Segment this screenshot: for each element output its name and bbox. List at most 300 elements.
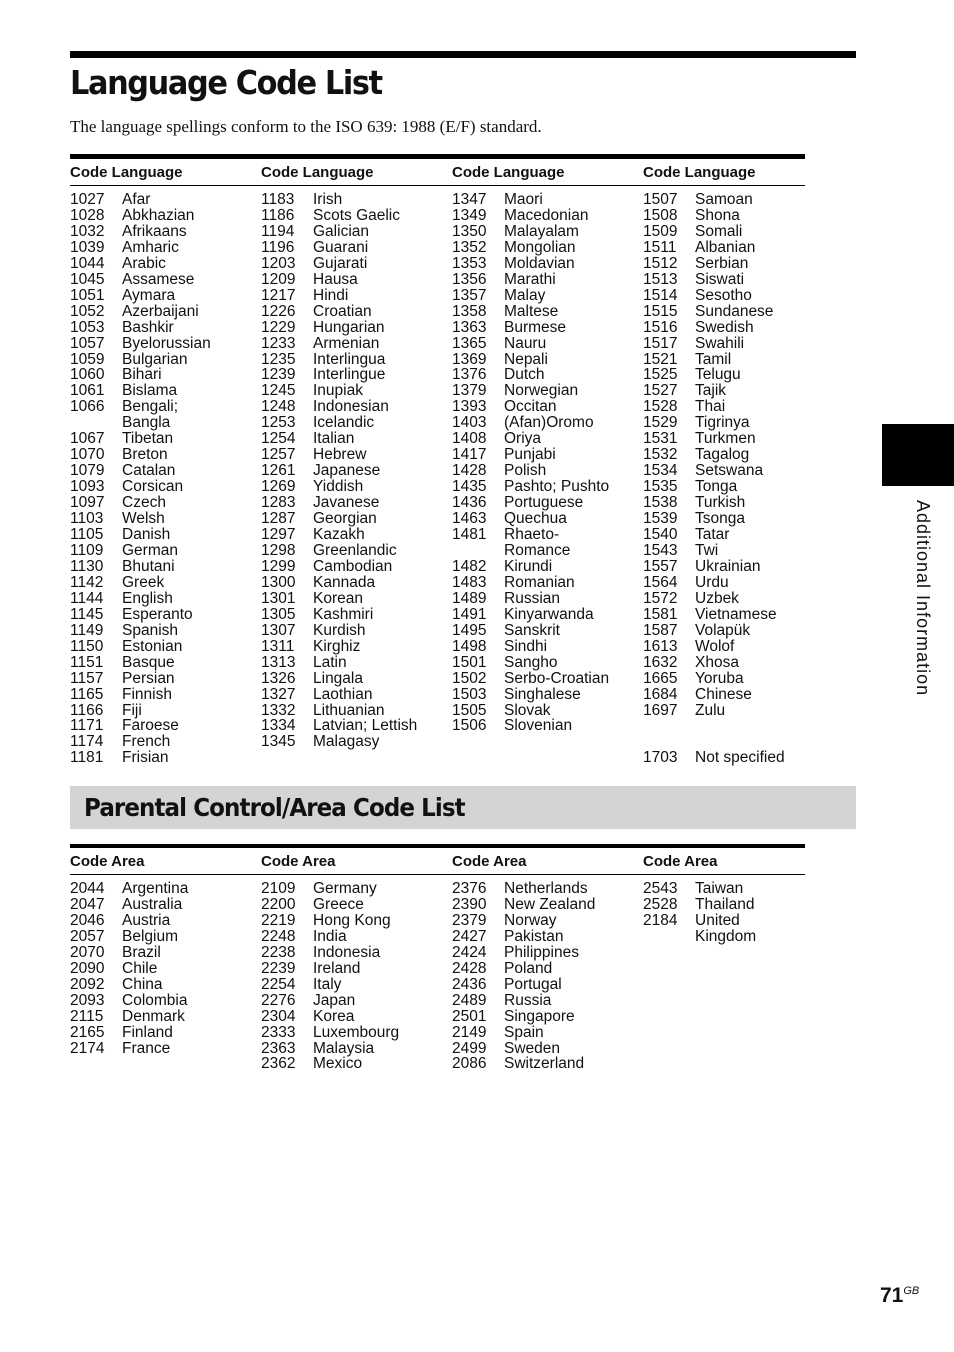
- table-row: [643, 224, 805, 240]
- table-row: [261, 639, 452, 655]
- header-cell: Code Area: [70, 852, 145, 870]
- name-cell: New Zealand: [504, 895, 596, 913]
- name-cell: Latvian; Lettish: [313, 717, 418, 735]
- code-cell: 1097: [70, 494, 105, 512]
- code-cell: 2428: [452, 959, 487, 977]
- name-cell: Somali: [695, 222, 743, 240]
- name-cell: Polish: [504, 462, 547, 480]
- name-cell: Xhosa: [695, 653, 739, 671]
- name-cell: Not specified: [695, 749, 785, 767]
- name-cell: Bashkir: [122, 318, 174, 336]
- code-cell: 1060: [70, 366, 105, 384]
- code-cell: 1301: [261, 589, 296, 607]
- code-cell: 1142: [70, 573, 104, 591]
- table-row: [643, 897, 805, 913]
- code-cell: 1463: [452, 510, 487, 528]
- table-row: [643, 559, 805, 575]
- table-row: [452, 945, 643, 961]
- table-column: [70, 881, 261, 1072]
- table-row: [261, 881, 452, 897]
- name-cell: Kurdish: [313, 621, 366, 639]
- code-cell: 2044: [70, 880, 105, 897]
- code-cell: 1217: [261, 286, 296, 304]
- page-number-suffix: GB: [903, 1285, 920, 1297]
- code-cell: 2092: [70, 975, 105, 993]
- code-cell: 1248: [261, 398, 296, 416]
- name-cell: Serbo-Croatian: [504, 669, 610, 687]
- code-cell: 1196: [261, 238, 295, 256]
- table-row: [452, 399, 643, 415]
- code-cell: [70, 415, 122, 431]
- table-row: [261, 431, 452, 447]
- table-row: [643, 208, 805, 224]
- table-row: [70, 718, 261, 734]
- name-cell: Corsican: [122, 478, 184, 496]
- code-cell: 1070: [70, 446, 105, 464]
- name-cell: Malagasy: [313, 733, 380, 751]
- table-row: [452, 881, 643, 897]
- name-cell: Volapük: [695, 621, 751, 639]
- table-row: [70, 431, 261, 447]
- code-cell: [643, 929, 695, 945]
- name-cell: Vietnamese: [695, 605, 777, 623]
- section-band: [70, 786, 856, 829]
- code-cell: 1287: [261, 510, 296, 528]
- code-cell: 1171: [70, 717, 104, 735]
- table-row: [643, 288, 805, 304]
- table-row: [643, 687, 805, 703]
- name-cell: Taiwan: [695, 880, 744, 897]
- code-cell: 1369: [452, 350, 487, 368]
- code-cell: 1052: [70, 302, 105, 320]
- name-cell: United: [695, 911, 740, 929]
- code-cell: 1186: [261, 206, 295, 224]
- code-cell: 1498: [452, 637, 487, 655]
- name-cell: Dutch: [504, 366, 545, 384]
- name-cell: Breton: [122, 446, 168, 464]
- name-cell: Romanian: [504, 573, 575, 591]
- table-row: [643, 511, 805, 527]
- name-cell: Pashto; Pushto: [504, 478, 610, 496]
- code-cell: 1352: [452, 238, 487, 256]
- table-row: [643, 256, 805, 272]
- name-cell: Afrikaans: [122, 222, 187, 240]
- table-row: [452, 1009, 643, 1025]
- name-cell: French: [122, 733, 171, 751]
- table-row: [643, 383, 805, 399]
- name-cell: Persian: [122, 669, 175, 687]
- table-row: [70, 1041, 261, 1057]
- name-cell: Austria: [122, 911, 171, 929]
- code-cell: 1093: [70, 478, 105, 496]
- code-cell: 2057: [70, 927, 105, 945]
- name-cell: Hungarian: [313, 318, 385, 336]
- table-row: [70, 527, 261, 543]
- table-row: [643, 240, 805, 256]
- table-row: [261, 304, 452, 320]
- table-row: [261, 1041, 452, 1057]
- code-cell: 1350: [452, 222, 487, 240]
- table-row: [70, 687, 261, 703]
- table-row: [70, 495, 261, 511]
- name-cell: Tagalog: [695, 446, 750, 464]
- name-cell: Oriya: [504, 430, 542, 448]
- code-cell: 1109: [70, 541, 104, 559]
- name-cell: Swedish: [695, 318, 754, 336]
- code-cell: 1540: [643, 526, 678, 544]
- table-row: [261, 734, 452, 750]
- table-row: [452, 415, 643, 431]
- table-header-rule: [70, 874, 805, 875]
- name-cell: Tatar: [695, 526, 730, 544]
- name-cell: Russia: [504, 991, 552, 1009]
- code-cell: 2086: [452, 1055, 487, 1073]
- code-cell: 1534: [643, 462, 678, 480]
- table-row: [261, 447, 452, 463]
- code-cell: 2499: [452, 1039, 487, 1057]
- table-row: [452, 208, 643, 224]
- table-row: [261, 415, 452, 431]
- name-cell: Hong Kong: [313, 911, 391, 929]
- table-row: [261, 383, 452, 399]
- name-cell: Korean: [313, 589, 363, 607]
- code-cell: 1334: [261, 717, 296, 735]
- name-cell: Nauru: [504, 334, 547, 352]
- table-column: [643, 881, 805, 1072]
- table-row: [643, 336, 805, 352]
- code-cell: 2304: [261, 1007, 296, 1025]
- table-row: [643, 479, 805, 495]
- code-cell: 1529: [643, 414, 678, 432]
- name-cell: Hindi: [313, 286, 349, 304]
- code-cell: 1557: [643, 557, 678, 575]
- code-cell: 1105: [70, 526, 104, 544]
- code-cell: 2200: [261, 895, 296, 913]
- name-cell: Mexico: [313, 1055, 363, 1073]
- name-cell: Bangla: [122, 414, 171, 432]
- table-body: [70, 881, 805, 1072]
- table-header: [70, 159, 805, 185]
- code-cell: 1491: [452, 605, 487, 623]
- name-cell: Finland: [122, 1023, 173, 1041]
- name-cell: German: [122, 541, 178, 559]
- table-row: [70, 240, 261, 256]
- name-cell: Kirghiz: [313, 637, 361, 655]
- table-row: [261, 495, 452, 511]
- table-row: [261, 224, 452, 240]
- header-cell: Code Area: [261, 852, 336, 870]
- table-row: [261, 977, 452, 993]
- table-row: [452, 192, 643, 208]
- table-row: [70, 671, 261, 687]
- code-cell: 1357: [452, 286, 487, 304]
- name-cell: Malaysia: [313, 1039, 375, 1057]
- table-row: [261, 1025, 452, 1041]
- code-cell: 1297: [261, 526, 296, 544]
- code-cell: 2390: [452, 895, 487, 913]
- table-row: [70, 734, 261, 750]
- code-cell: 1150: [70, 637, 104, 655]
- table-row: [70, 256, 261, 272]
- code-cell: 2239: [261, 959, 296, 977]
- code-cell: 1508: [643, 206, 678, 224]
- table-row: [643, 431, 805, 447]
- name-cell: Yoruba: [695, 669, 744, 687]
- code-cell: 2046: [70, 911, 105, 929]
- table-row: [261, 718, 452, 734]
- table-row: [452, 320, 643, 336]
- code-cell: 1257: [261, 446, 296, 464]
- table-row: [643, 367, 805, 383]
- table-row: [261, 961, 452, 977]
- name-cell: Kirundi: [504, 557, 553, 575]
- name-cell: Tigrinya: [695, 414, 750, 432]
- table-row: [70, 304, 261, 320]
- name-cell: Italian: [313, 430, 355, 448]
- code-cell: 2047: [70, 895, 105, 913]
- name-cell: Basque: [122, 653, 175, 671]
- code-cell: 1345: [261, 733, 296, 751]
- table-row: [643, 703, 805, 719]
- table-row: [261, 399, 452, 415]
- section-title: Parental Control/Area Code List: [84, 793, 465, 822]
- name-cell: Welsh: [122, 510, 165, 528]
- table-row: [452, 304, 643, 320]
- name-cell: Tamil: [695, 350, 732, 368]
- name-cell: Bengali;: [122, 398, 179, 416]
- code-cell: 1495: [452, 621, 487, 639]
- name-cell: Occitan: [504, 398, 557, 416]
- code-cell: 2363: [261, 1039, 296, 1057]
- code-cell: 1515: [643, 302, 678, 320]
- name-cell: Russian: [504, 589, 560, 607]
- code-cell: 2528: [643, 895, 678, 913]
- table-row: [70, 993, 261, 1009]
- table-row: [643, 591, 805, 607]
- name-cell: Sweden: [504, 1039, 561, 1057]
- table-row: [643, 655, 805, 671]
- code-cell: 1543: [643, 541, 678, 559]
- name-cell: Chinese: [695, 685, 752, 703]
- table-row: [70, 881, 261, 897]
- code-cell: 1514: [643, 286, 678, 304]
- code-cell: 1194: [261, 222, 295, 240]
- table-row: [452, 1025, 643, 1041]
- name-cell: Abkhazian: [122, 206, 195, 224]
- name-cell: Colombia: [122, 991, 188, 1009]
- code-cell: 1513: [643, 270, 678, 288]
- header-cell: Code Language: [70, 163, 183, 181]
- table-column: [261, 881, 452, 1072]
- name-cell: Slovak: [504, 701, 551, 719]
- name-cell: Tajik: [695, 382, 727, 400]
- table-row: [452, 897, 643, 913]
- name-cell: Tsonga: [695, 510, 745, 528]
- table-row: [70, 655, 261, 671]
- code-cell: 1538: [643, 494, 678, 512]
- table-column: [452, 881, 643, 1072]
- name-cell: Philippines: [504, 943, 579, 961]
- code-cell: 2379: [452, 911, 487, 929]
- code-cell: 1045: [70, 270, 105, 288]
- table-row: [70, 559, 261, 575]
- table-row: [643, 734, 805, 750]
- table-row: [70, 479, 261, 495]
- name-cell: Azerbaijani: [122, 302, 199, 320]
- code-cell: 1665: [643, 669, 678, 687]
- table-row: [643, 320, 805, 336]
- name-cell: Luxembourg: [313, 1023, 400, 1041]
- table-row: [261, 671, 452, 687]
- code-cell: [643, 718, 695, 734]
- table-row: [70, 208, 261, 224]
- table-row: [452, 511, 643, 527]
- table-row: [452, 240, 643, 256]
- code-cell: 1027: [70, 191, 105, 208]
- name-cell: [695, 718, 805, 734]
- table-row: [261, 897, 452, 913]
- name-cell: Kinyarwanda: [504, 605, 594, 623]
- code-cell: 1326: [261, 669, 296, 687]
- code-cell: 1703: [643, 749, 678, 767]
- table-row: [70, 977, 261, 993]
- name-cell: Bihari: [122, 366, 162, 384]
- code-cell: 2174: [70, 1039, 105, 1057]
- table-row: [452, 607, 643, 623]
- name-cell: Bislama: [122, 382, 178, 400]
- name-cell: Tonga: [695, 478, 738, 496]
- name-cell: Portugal: [504, 975, 562, 993]
- name-cell: Sanskrit: [504, 621, 560, 639]
- header-cell: Code Area: [643, 852, 718, 870]
- table-row: [70, 591, 261, 607]
- name-cell: Marathi: [504, 270, 556, 288]
- code-cell: 1379: [452, 382, 487, 400]
- name-cell: Hausa: [313, 270, 358, 288]
- name-cell: Uzbek: [695, 589, 739, 607]
- code-cell: 1358: [452, 302, 487, 320]
- name-cell: Chile: [122, 959, 158, 977]
- language-code-table: [70, 154, 805, 766]
- table-row: [452, 431, 643, 447]
- name-cell: Finnish: [122, 685, 172, 703]
- table-row: [452, 591, 643, 607]
- code-cell: 1332: [261, 701, 296, 719]
- code-cell: 1239: [261, 366, 296, 384]
- header-cell: Code Language: [261, 163, 374, 181]
- code-cell: 2093: [70, 991, 105, 1009]
- code-cell: 1564: [643, 573, 678, 591]
- table-row: [70, 1025, 261, 1041]
- code-cell: 1157: [70, 669, 104, 687]
- table-row: [643, 913, 805, 929]
- table-row: [452, 447, 643, 463]
- code-cell: 1408: [452, 430, 487, 448]
- name-cell: Shona: [695, 206, 740, 224]
- name-cell: Korea: [313, 1007, 355, 1025]
- table-row: [452, 623, 643, 639]
- table-row: [261, 208, 452, 224]
- code-cell: 2248: [261, 927, 296, 945]
- table-row: [261, 1056, 452, 1072]
- table-row: [70, 511, 261, 527]
- table-column: [261, 192, 452, 766]
- code-cell: 1507: [643, 191, 678, 208]
- name-cell: Guarani: [313, 238, 369, 256]
- code-cell: 1435: [452, 478, 487, 496]
- code-cell: 2149: [452, 1023, 487, 1041]
- code-cell: 1502: [452, 669, 487, 687]
- name-cell: Maltese: [504, 302, 559, 320]
- table-row: [452, 703, 643, 719]
- table-row: [261, 913, 452, 929]
- name-cell: Sangho: [504, 653, 558, 671]
- name-cell: Australia: [122, 895, 183, 913]
- name-cell: Quechua: [504, 510, 567, 528]
- name-cell: Wolof: [695, 637, 735, 655]
- name-cell: Irish: [313, 191, 343, 208]
- name-cell: Rhaeto-: [504, 526, 560, 544]
- code-cell: 1051: [70, 286, 105, 304]
- name-cell: Poland: [504, 959, 553, 977]
- table-body: [70, 192, 805, 766]
- table-row: [261, 463, 452, 479]
- name-cell: Spain: [504, 1023, 544, 1041]
- code-cell: 1532: [643, 446, 678, 464]
- name-cell: Swahili: [695, 334, 745, 352]
- table-row: [452, 929, 643, 945]
- code-cell: 1528: [643, 398, 678, 416]
- code-cell: 1245: [261, 382, 296, 400]
- table-row: [70, 352, 261, 368]
- name-cell: Samoan: [695, 191, 753, 208]
- table-row: [261, 607, 452, 623]
- code-cell: 1517: [643, 334, 678, 352]
- table-row: [643, 527, 805, 543]
- code-cell: 1347: [452, 191, 487, 208]
- name-cell: Indonesian: [313, 398, 389, 416]
- code-cell: 1516: [643, 318, 678, 336]
- table-row: [70, 288, 261, 304]
- code-cell: 1253: [261, 414, 296, 432]
- code-cell: 1353: [452, 254, 487, 272]
- code-cell: 1483: [452, 573, 487, 591]
- table-row: [70, 192, 261, 208]
- code-cell: 1067: [70, 430, 105, 448]
- table-row: [70, 607, 261, 623]
- page-number: [880, 1284, 919, 1308]
- name-cell: Faroese: [122, 717, 179, 735]
- code-cell: 1299: [261, 557, 296, 575]
- name-cell: Singhalese: [504, 685, 581, 703]
- code-cell: 1059: [70, 350, 105, 368]
- table-row: [70, 399, 261, 415]
- code-cell: 2376: [452, 880, 487, 897]
- name-cell: Moldavian: [504, 254, 575, 272]
- table-row: [261, 511, 452, 527]
- code-cell: 2501: [452, 1007, 487, 1025]
- code-cell: 1130: [70, 557, 104, 575]
- table-row: [452, 367, 643, 383]
- table-row: [261, 929, 452, 945]
- code-cell: 1233: [261, 334, 296, 352]
- table-row: [643, 304, 805, 320]
- table-row: [70, 639, 261, 655]
- table-row: [70, 1009, 261, 1025]
- table-row: [70, 320, 261, 336]
- table-row: [452, 913, 643, 929]
- name-cell: Armenian: [313, 334, 380, 352]
